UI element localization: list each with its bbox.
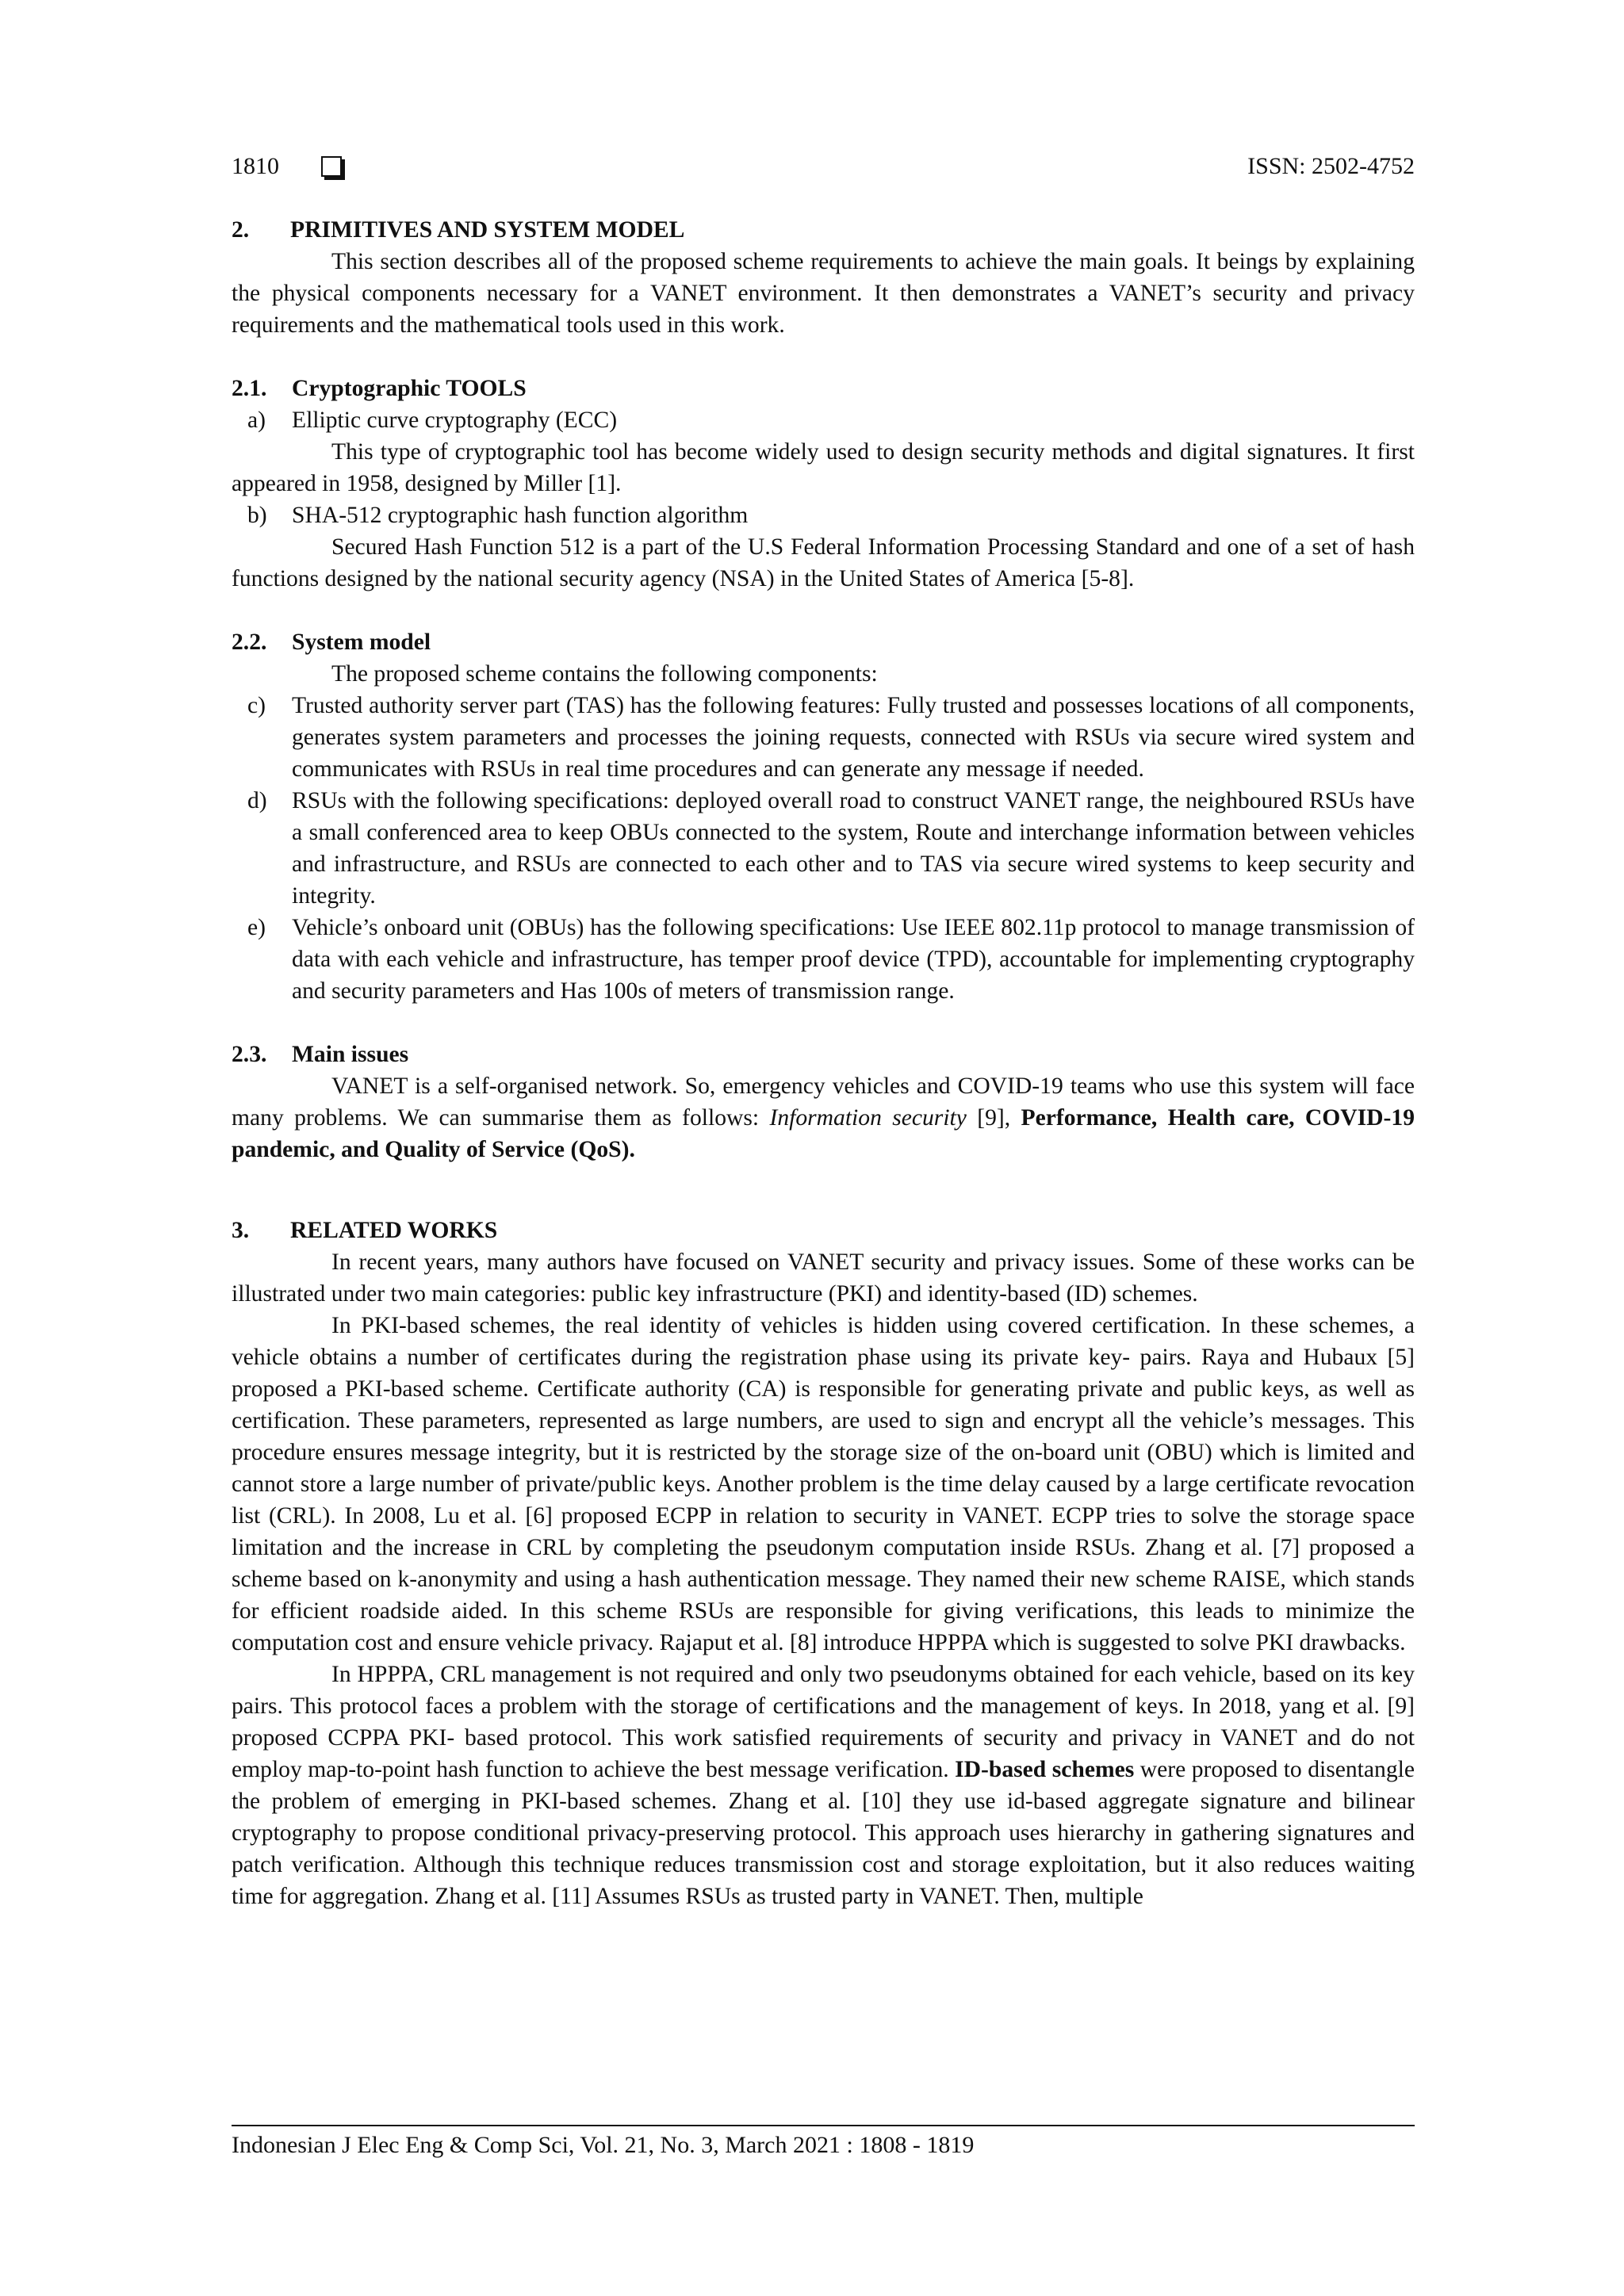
- page-number: 1810: [232, 153, 279, 179]
- page-footer: [232, 2125, 1415, 2161]
- section-heading: 2. PRIMITIVES AND SYSTEM MODEL: [232, 217, 685, 243]
- paragraph: In HPPPA, CRL management is not required and only two pseudonyms obtained for each vehicle, based on its key pairs. This protocol faces a problem with the storage of certifications and the management of keys. In 2018, yang et al. [9] proposed CCPPA PKI- based protocol. This work satisfied requirements of security and privacy in VANET and do not employ map-to-point hash function to achieve the best message verification. ID-based schemes were proposed to disentangle the problem of emerging in PKI-based schemes. Zhang et al. [10] they use id-based aggregate signature and bilinear cryptography to propose conditional privacy-preserving protocol. This approach uses hierarchy in gathering signatures and patch verification. Although this technique reduces transmission cost and storage exploitation, but it also reduces waiting time for aggregation. Zhang et al. [11] Assumes RSUs as trusted party in VANET. Then, multiple: [232, 1662, 1415, 1909]
- issn-label: ISSN: 2502-4752: [1247, 153, 1415, 179]
- list-item: e) Vehicle’s onboard unit (OBUs) has the following specifications: Use IEEE 802.11p protocol to manage transmission of data with each vehicle and infrastructure, has temper proof device (TPD), accountable for implementing cryptography and security parameters and Has 100s of meters of transmission range.: [247, 915, 1415, 1004]
- paragraph: In recent years, many authors have focused on VANET security and privacy issues. Some of these works can be illustrated under two main categories: public key infrastructure (PKI) and identity-based (ID) schemes.: [232, 1249, 1415, 1307]
- square-bullet-icon: [321, 156, 342, 177]
- list-item: d) RSUs with the following specifications: deployed overall road to construct VANET range, the neighboured RSUs have a small conferenced area to keep OBUs connected to the system, Route and interchange information between vehicles and infrastructure, and RSUs are connected to each other and to TAS via secure wired systems to keep security and integrity.: [247, 788, 1415, 909]
- paragraph: Secured Hash Function 512 is a part of the U.S Federal Information Processing Standard and one of a set of hash functions designed by the national security agency (NSA) in the United States of America [5-8].: [232, 534, 1415, 591]
- paragraph: This section describes all of the proposed scheme requirements to achieve the main goals. It beings by explaining the physical components necessary for a VANET environment. It then demonstrates a VANET’s security and privacy requirements and the mathematical tools used in this work.: [232, 249, 1415, 338]
- journal-citation: Indonesian J Elec Eng & Comp Sci, Vol. 21, No. 3, March 2021 : 1808 - 1819: [232, 2132, 975, 2158]
- list-item: a) Elliptic curve cryptography (ECC): [247, 408, 618, 433]
- list-item: c) Trusted authority server part (TAS) has the following features: Fully trusted and possesses locations of all components, generates system parameters and processes the joining requests, connected with RSUs via secure wired system and communicates with RSUs in real time procedures and can generate any message if needed.: [247, 693, 1415, 782]
- page-header: [232, 153, 1415, 193]
- subsection-heading: 2.2. System model: [232, 629, 431, 655]
- article-body: [232, 214, 1415, 1912]
- subsection-heading: 2.1. Cryptographic TOOLS: [232, 376, 527, 401]
- list-item: b) SHA-512 cryptographic hash function algorithm: [247, 503, 749, 528]
- paragraph: This type of cryptographic tool has become widely used to design security methods and digital signatures. It first appeared in 1958, designed by Miller [1].: [232, 439, 1415, 496]
- section-heading: 3. RELATED WORKS: [232, 1218, 498, 1243]
- paragraph: VANET is a self-organised network. So, emergency vehicles and COVID-19 teams who use this system will face many problems. We can summarise them as follows: Information security [9], Performance, Health care, COVID-19 pandemic, and Quality of Service (QoS).: [232, 1073, 1415, 1162]
- paragraph: The proposed scheme contains the following components:: [331, 661, 878, 687]
- paragraph: In PKI-based schemes, the real identity of vehicles is hidden using covered certification. In these schemes, a vehicle obtains a number of certificates during the registration phase using its private key- pairs. Raya and Hubaux [5] proposed a PKI-based scheme. Certificate authority (CA) is responsible for generating private and public keys, as well as certification. These parameters, represented as large numbers, are used to sign and encrypt all the vehicle’s messages. This procedure ensures message integrity, but it is restricted by the storage size of the on-board unit (OBU) which is limited and cannot store a large number of private/public keys. Another problem is the time delay caused by a large certificate revocation list (CRL). In 2008, Lu et al. [6] proposed ECPP in relation to security in VANET. ECPP tries to solve the storage space limitation and the increase in CRL by completing the pseudonym computation inside RSUs. Zhang et al. [7] proposed a scheme based on k-anonymity and using a hash authentication message. They named their new scheme RAISE, which stands for efficient roadside aided. In this scheme RSUs are responsible for giving verifications, this leads to minimize the computation cost and ensure vehicle privacy. Rajaput et al. [8] introduce HPPPA which is suggested to solve PKI drawbacks.: [232, 1313, 1415, 1655]
- subsection-heading: 2.3. Main issues: [232, 1042, 409, 1067]
